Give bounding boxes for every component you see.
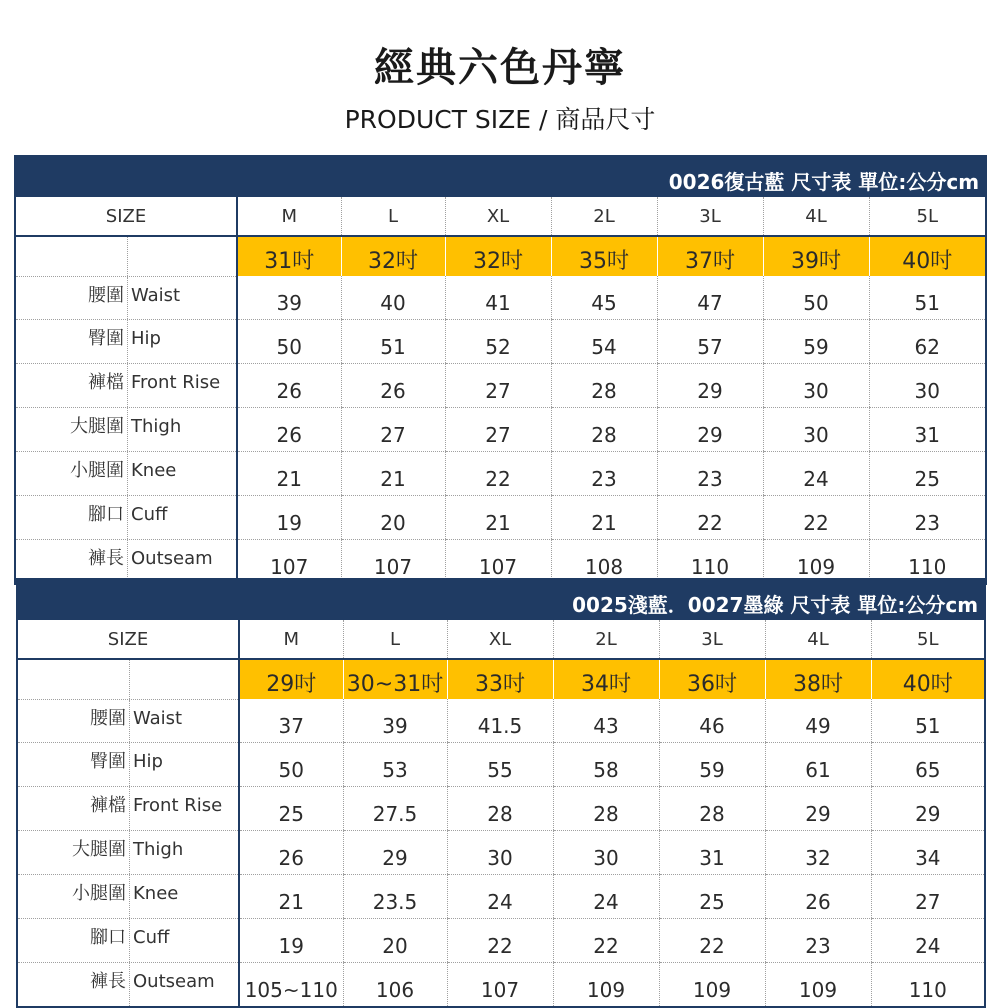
measurement-value: 22 <box>659 919 765 963</box>
measurement-value: 34 <box>871 831 985 875</box>
inch-cell: 33吋 <box>447 659 553 699</box>
table-row <box>17 919 985 963</box>
inch-cell: 40吋 <box>869 236 986 276</box>
measurement-value: 28 <box>551 364 657 408</box>
measurement-value: 62 <box>869 320 986 364</box>
measurement-value: 61 <box>765 743 871 787</box>
measurement-value: 110 <box>869 540 986 585</box>
measurement-name-en: Front Rise <box>133 795 223 816</box>
measurement-value: 39 <box>237 276 341 320</box>
measurement-value: 28 <box>551 408 657 452</box>
measurement-value: 109 <box>553 963 659 1008</box>
measurement-value: 110 <box>871 963 985 1008</box>
measurement-value: 30 <box>869 364 986 408</box>
measurement-value: 51 <box>869 276 986 320</box>
measurement-label <box>17 963 239 1008</box>
measurement-value: 19 <box>239 919 343 963</box>
measurement-name-zh: 腳口 <box>16 496 128 539</box>
measurement-label <box>17 699 239 743</box>
measurement-label-wrap <box>18 700 238 743</box>
table-row <box>17 699 985 743</box>
measurement-value: 52 <box>445 320 551 364</box>
measurement-value: 107 <box>447 963 553 1008</box>
measurement-value: 27 <box>445 408 551 452</box>
measurement-value: 28 <box>659 787 765 831</box>
measurement-name-zh: 褲檔 <box>18 787 130 830</box>
measurement-name-en: Thigh <box>133 839 184 860</box>
measurement-value: 30 <box>763 364 869 408</box>
measurement-name-en: Cuff <box>131 504 168 525</box>
measurement-value: 29 <box>657 364 763 408</box>
measurement-value: 54 <box>551 320 657 364</box>
measurement-label-wrap <box>16 496 236 539</box>
measurement-value: 22 <box>657 496 763 540</box>
measurement-value: 21 <box>445 496 551 540</box>
measurement-value: 51 <box>871 699 985 743</box>
size-header-cell: XL <box>445 197 551 236</box>
measurement-value: 25 <box>869 452 986 496</box>
measurement-value: 29 <box>871 787 985 831</box>
measurement-value: 21 <box>239 875 343 919</box>
inch-row <box>17 659 985 699</box>
measurement-name-zh: 大腿圍 <box>18 831 130 874</box>
table-row <box>17 743 985 787</box>
table-row <box>17 963 985 1008</box>
measurement-label-wrap <box>16 364 236 407</box>
measurement-value: 47 <box>657 276 763 320</box>
measurement-value: 109 <box>765 963 871 1008</box>
measurement-value: 29 <box>657 408 763 452</box>
measurement-value: 21 <box>341 452 445 496</box>
measurement-label <box>15 364 237 408</box>
size-header-row <box>15 197 986 236</box>
measurement-value: 23.5 <box>343 875 447 919</box>
measurement-value: 29 <box>765 787 871 831</box>
size-table-0026 <box>14 155 987 585</box>
measurement-value: 59 <box>659 743 765 787</box>
measurement-value: 25 <box>239 787 343 831</box>
size-header-cell: M <box>237 197 341 236</box>
size-header-cell: XL <box>447 620 553 659</box>
measurement-name-zh: 褲檔 <box>16 364 128 407</box>
table-banner: 0025淺藍．0027墨綠 尺寸表 單位:公分cm <box>17 579 985 620</box>
measurement-value: 24 <box>553 875 659 919</box>
page-title: 經典六色丹寧 <box>374 45 626 91</box>
measurement-label-wrap <box>16 320 236 363</box>
measurement-label <box>15 452 237 496</box>
measurement-value: 45 <box>551 276 657 320</box>
measurement-value: 65 <box>871 743 985 787</box>
measurement-value: 53 <box>343 743 447 787</box>
size-label: SIZE <box>15 197 237 236</box>
measurement-label <box>17 831 239 875</box>
table-row <box>15 276 986 320</box>
measurement-value: 40 <box>341 276 445 320</box>
measurement-value: 50 <box>237 320 341 364</box>
measurement-value: 50 <box>239 743 343 787</box>
size-header-cell: M <box>239 620 343 659</box>
measurement-value: 21 <box>237 452 341 496</box>
measurement-value: 27 <box>871 875 985 919</box>
measurement-value: 27 <box>445 364 551 408</box>
inch-label-wrap <box>18 660 238 699</box>
measurement-value: 51 <box>341 320 445 364</box>
inch-cell: 36吋 <box>659 659 765 699</box>
size-header-cell: 4L <box>763 197 869 236</box>
measurement-value: 41 <box>445 276 551 320</box>
measurement-value: 106 <box>343 963 447 1008</box>
table-banner-row <box>15 156 986 197</box>
measurement-name-zh: 小腿圍 <box>18 875 130 918</box>
measurement-value: 22 <box>445 452 551 496</box>
measurement-value: 19 <box>237 496 341 540</box>
measurement-name-en: Waist <box>133 707 183 729</box>
inch-cell: 39吋 <box>763 236 869 276</box>
measurement-label <box>15 320 237 364</box>
measurement-label <box>17 919 239 963</box>
measurement-name-en: Hip <box>133 751 163 772</box>
size-header-cell: 2L <box>553 620 659 659</box>
measurement-value: 23 <box>869 496 986 540</box>
measurement-label-wrap <box>16 452 236 495</box>
size-header-cell: 2L <box>551 197 657 236</box>
measurement-label-wrap <box>16 408 236 451</box>
measurement-value: 23 <box>551 452 657 496</box>
measurement-value: 50 <box>763 276 869 320</box>
measurement-label-wrap <box>18 743 238 786</box>
measurement-name-zh: 腰圍 <box>16 277 128 320</box>
measurement-value: 59 <box>763 320 869 364</box>
measurement-label-wrap <box>16 277 236 320</box>
measurement-name-zh: 褲長 <box>18 963 130 1006</box>
measurement-value: 26 <box>237 408 341 452</box>
measurement-name-en: Thigh <box>131 416 182 437</box>
measurement-value: 109 <box>659 963 765 1008</box>
measurement-value: 108 <box>551 540 657 585</box>
measurement-value: 21 <box>551 496 657 540</box>
measurement-label <box>17 787 239 831</box>
table-row <box>17 831 985 875</box>
inch-row-label <box>17 659 239 699</box>
measurement-value: 24 <box>447 875 553 919</box>
measurement-value: 27.5 <box>343 787 447 831</box>
measurement-value: 26 <box>341 364 445 408</box>
inch-label-spacer <box>16 237 128 276</box>
inch-cell: 32吋 <box>445 236 551 276</box>
inch-row-label <box>15 236 237 276</box>
size-header-cell: 5L <box>871 620 985 659</box>
measurement-label <box>15 276 237 320</box>
measurement-label <box>17 875 239 919</box>
measurement-value: 30 <box>447 831 553 875</box>
table-row <box>15 320 986 364</box>
measurement-value: 22 <box>763 496 869 540</box>
measurement-value: 29 <box>343 831 447 875</box>
table-row <box>15 364 986 408</box>
measurement-value: 107 <box>237 540 341 585</box>
inch-cell: 34吋 <box>553 659 659 699</box>
size-header-cell: 4L <box>765 620 871 659</box>
measurement-value: 24 <box>871 919 985 963</box>
measurement-name-en: Outseam <box>131 548 213 569</box>
inch-cell: 37吋 <box>657 236 763 276</box>
measurement-name-en: Hip <box>131 328 161 349</box>
page-subtitle: PRODUCT SIZE / 商品尺寸 <box>344 105 656 134</box>
measurement-name-zh: 臀圍 <box>18 743 130 786</box>
inch-cell: 40吋 <box>871 659 985 699</box>
measurement-value: 26 <box>765 875 871 919</box>
measurement-value: 24 <box>763 452 869 496</box>
measurement-value: 39 <box>343 699 447 743</box>
measurement-value: 41.5 <box>447 699 553 743</box>
measurement-label-wrap <box>18 919 238 962</box>
measurement-value: 28 <box>447 787 553 831</box>
inch-cell: 31吋 <box>237 236 341 276</box>
size-header-cell: 3L <box>659 620 765 659</box>
size-header-cell: L <box>341 197 445 236</box>
inch-cell: 32吋 <box>341 236 445 276</box>
measurement-name-en: Waist <box>131 284 181 306</box>
measurement-label-wrap <box>18 875 238 918</box>
inch-cell: 30~31吋 <box>343 659 447 699</box>
measurement-value: 105~110 <box>239 963 343 1008</box>
measurement-value: 26 <box>239 831 343 875</box>
measurement-value: 43 <box>553 699 659 743</box>
table-banner-row <box>17 579 985 620</box>
size-label: SIZE <box>17 620 239 659</box>
measurement-name-zh: 腰圍 <box>18 700 130 743</box>
measurement-name-zh: 臀圍 <box>16 320 128 363</box>
measurement-label <box>17 743 239 787</box>
measurement-value: 27 <box>341 408 445 452</box>
inch-cell: 29吋 <box>239 659 343 699</box>
measurement-value: 22 <box>553 919 659 963</box>
measurement-value: 30 <box>763 408 869 452</box>
inch-label-spacer <box>18 660 130 699</box>
measurement-value: 28 <box>553 787 659 831</box>
size-header-cell: 3L <box>657 197 763 236</box>
measurement-value: 55 <box>447 743 553 787</box>
table-row <box>17 787 985 831</box>
measurement-value: 30 <box>553 831 659 875</box>
measurement-value: 58 <box>553 743 659 787</box>
measurement-value: 107 <box>445 540 551 585</box>
measurement-name-en: Cuff <box>133 927 170 948</box>
size-table-0025-0027 <box>16 578 986 1008</box>
measurement-value: 31 <box>869 408 986 452</box>
measurement-value: 31 <box>659 831 765 875</box>
inch-row <box>15 236 986 276</box>
measurement-label-wrap <box>18 787 238 830</box>
measurement-label <box>15 408 237 452</box>
measurement-name-en: Outseam <box>133 971 215 992</box>
table-banner: 0026復古藍 尺寸表 單位:公分cm <box>15 156 986 197</box>
measurement-value: 37 <box>239 699 343 743</box>
table-row <box>15 496 986 540</box>
measurement-value: 23 <box>657 452 763 496</box>
measurement-value: 20 <box>341 496 445 540</box>
measurement-name-en: Front Rise <box>131 372 221 393</box>
measurement-name-en: Knee <box>133 883 179 904</box>
measurement-name-en: Knee <box>131 460 177 481</box>
measurement-value: 57 <box>657 320 763 364</box>
measurement-name-zh: 腳口 <box>18 919 130 962</box>
size-header-row <box>17 620 985 659</box>
measurement-label <box>15 496 237 540</box>
table-row <box>17 875 985 919</box>
table-row <box>15 452 986 496</box>
inch-cell: 38吋 <box>765 659 871 699</box>
measurement-name-zh: 小腿圍 <box>16 452 128 495</box>
measurement-value: 46 <box>659 699 765 743</box>
measurement-value: 110 <box>657 540 763 585</box>
measurement-value: 109 <box>763 540 869 585</box>
measurement-value: 22 <box>447 919 553 963</box>
measurement-value: 20 <box>343 919 447 963</box>
measurement-value: 107 <box>341 540 445 585</box>
size-header-cell: 5L <box>869 197 986 236</box>
measurement-value: 25 <box>659 875 765 919</box>
measurement-value: 49 <box>765 699 871 743</box>
size-header-cell: L <box>343 620 447 659</box>
measurement-name-zh: 大腿圍 <box>16 408 128 451</box>
measurement-value: 32 <box>765 831 871 875</box>
measurement-label-wrap <box>16 540 236 583</box>
inch-label-wrap <box>16 237 236 276</box>
measurement-label-wrap <box>18 831 238 874</box>
inch-cell: 35吋 <box>551 236 657 276</box>
measurement-value: 26 <box>237 364 341 408</box>
measurement-value: 23 <box>765 919 871 963</box>
measurement-name-zh: 褲長 <box>16 540 128 583</box>
table-row <box>15 408 986 452</box>
